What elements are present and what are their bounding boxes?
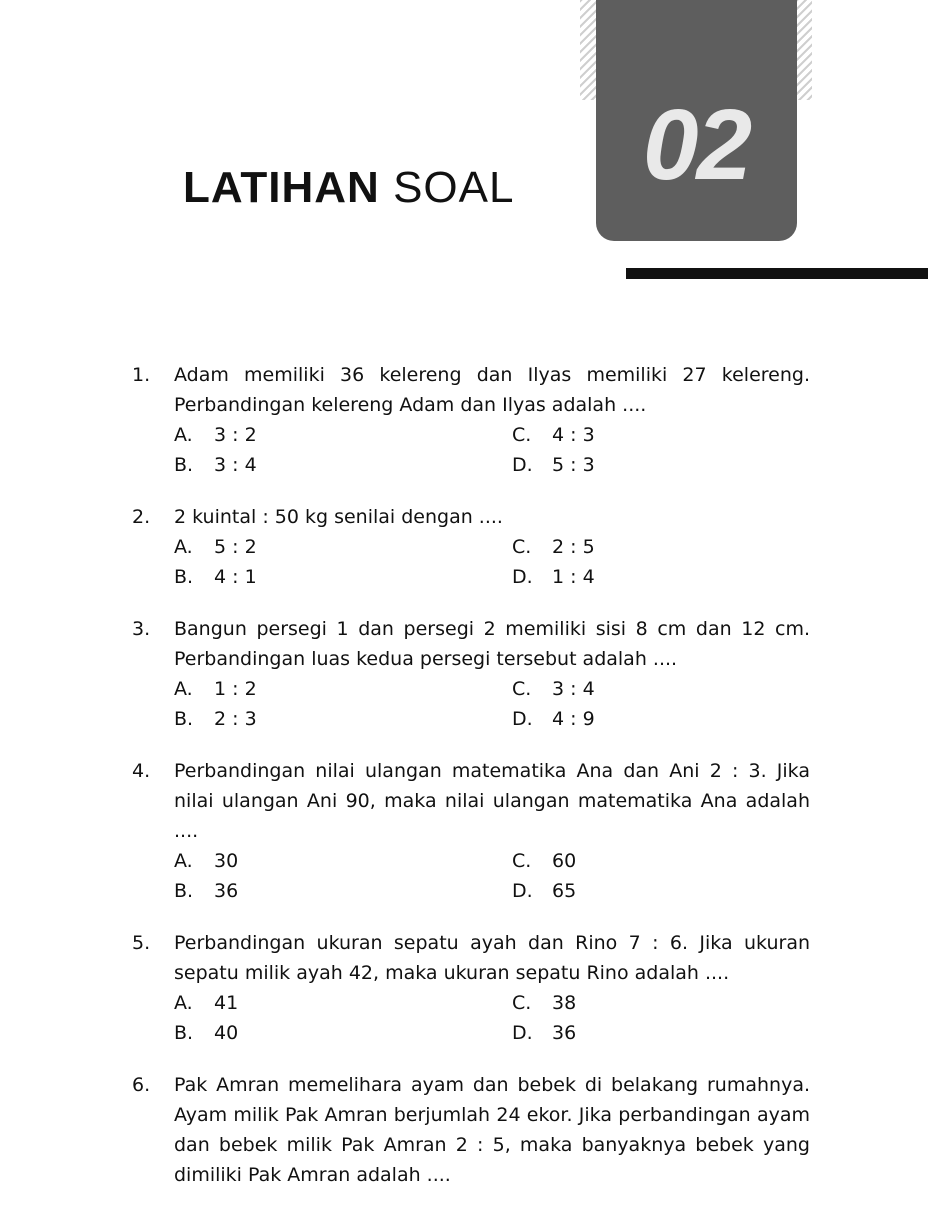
answer-option — [174, 450, 512, 480]
question-text: Perbandingan nilai ulangan matematika Ana dan Ani 2 : 3. Jika nilai ulangan Ani 90, maka nilai ulangan matematika Ana adalah .... — [174, 760, 810, 842]
option-letter: A. — [174, 424, 193, 446]
answer-option — [174, 988, 512, 1018]
question-number: 1. — [132, 364, 151, 386]
option-value: 2 : 5 — [552, 536, 595, 558]
answer-options — [174, 988, 810, 1048]
question-item-5 — [132, 928, 810, 1048]
option-letter: A. — [174, 850, 193, 872]
answer-option — [512, 562, 712, 592]
question-item-3 — [132, 614, 810, 734]
answer-option — [174, 876, 512, 906]
option-letter: D. — [512, 566, 533, 588]
option-value: 1 : 2 — [214, 678, 257, 700]
question-text: Perbandingan ukuran sepatu ayah dan Rino 7 : 6. Jika ukuran sepatu milik ayah 42, maka ukuran sepatu Rino adalah .... — [174, 932, 810, 984]
answer-option — [512, 988, 712, 1018]
option-letter: D. — [512, 454, 533, 476]
option-value: 38 — [552, 992, 577, 1014]
option-letter: A. — [174, 678, 193, 700]
decorative-stripe-right — [796, 0, 812, 100]
answer-option — [512, 420, 712, 450]
answer-option — [512, 846, 712, 876]
option-value: 1 : 4 — [552, 566, 595, 588]
page-title — [183, 163, 515, 212]
option-value: 3 : 4 — [552, 678, 595, 700]
answer-option — [512, 674, 712, 704]
question-item-6 — [132, 1070, 810, 1190]
option-letter: B. — [174, 880, 194, 902]
answer-option — [174, 674, 512, 704]
option-letter: A. — [174, 992, 193, 1014]
chapter-number: 02 — [642, 89, 751, 201]
answer-option — [174, 846, 512, 876]
option-letter: A. — [174, 536, 193, 558]
option-letter: C. — [512, 678, 532, 700]
option-letter: B. — [174, 454, 194, 476]
answer-option — [174, 562, 512, 592]
option-value: 30 — [214, 850, 239, 872]
question-text: Adam memiliki 36 kelereng dan Ilyas memiliki 27 kelereng. Perbandingan kelereng Adam dan Ilyas adalah .... — [174, 364, 810, 416]
question-text: 2 kuintal : 50 kg senilai dengan .... — [174, 506, 503, 528]
option-letter: D. — [512, 880, 533, 902]
answer-option — [512, 450, 712, 480]
option-value: 60 — [552, 850, 577, 872]
answer-options — [174, 532, 810, 592]
answer-option — [174, 532, 512, 562]
option-letter: B. — [174, 708, 194, 730]
answer-option — [174, 420, 512, 450]
option-value: 4 : 3 — [552, 424, 595, 446]
answer-options — [174, 420, 810, 480]
question-number: 3. — [132, 618, 151, 640]
question-number: 5. — [132, 932, 151, 954]
question-item-2 — [132, 502, 810, 592]
question-number: 6. — [132, 1074, 151, 1096]
page-title-light: SOAL — [393, 163, 515, 212]
option-letter: C. — [512, 850, 532, 872]
header-divider — [626, 268, 928, 279]
question-text: Pak Amran memelihara ayam dan bebek di belakang rumahnya. Ayam milik Pak Amran berjumlah 24 ekor. Jika perbandingan ayam dan bebek milik Pak Amran 2 : 5, maka banyaknya bebek yang dimiliki Pak Amran adalah .... — [174, 1074, 810, 1186]
decorative-stripe-left — [580, 0, 596, 100]
option-letter: D. — [512, 708, 533, 730]
question-text: Bangun persegi 1 dan persegi 2 memiliki sisi 8 cm dan 12 cm. Perbandingan luas kedua persegi tersebut adalah .... — [174, 618, 810, 670]
question-number: 2. — [132, 506, 151, 528]
answer-option — [512, 1018, 712, 1048]
question-number: 4. — [132, 760, 151, 782]
option-letter: B. — [174, 1022, 194, 1044]
question-item-4 — [132, 756, 810, 906]
option-value: 5 : 2 — [214, 536, 257, 558]
option-letter: C. — [512, 424, 532, 446]
option-value: 3 : 2 — [214, 424, 257, 446]
question-item-1 — [132, 360, 810, 480]
option-value: 36 — [552, 1022, 577, 1044]
option-value: 4 : 9 — [552, 708, 595, 730]
option-value: 3 : 4 — [214, 454, 257, 476]
option-letter: D. — [512, 1022, 533, 1044]
answer-option — [512, 704, 712, 734]
page-title-bold: LATIHAN — [183, 163, 380, 212]
question-list — [132, 360, 810, 1212]
option-letter: C. — [512, 992, 532, 1014]
answer-options — [174, 846, 810, 906]
answer-option — [174, 704, 512, 734]
option-value: 36 — [214, 880, 239, 902]
answer-option — [512, 876, 712, 906]
answer-options — [174, 674, 810, 734]
chapter-badge — [596, 0, 797, 241]
option-value: 65 — [552, 880, 577, 902]
option-value: 5 : 3 — [552, 454, 595, 476]
answer-option — [512, 532, 712, 562]
option-letter: B. — [174, 566, 194, 588]
option-letter: C. — [512, 536, 532, 558]
option-value: 2 : 3 — [214, 708, 257, 730]
option-value: 41 — [214, 992, 239, 1014]
option-value: 40 — [214, 1022, 239, 1044]
option-value: 4 : 1 — [214, 566, 257, 588]
answer-option — [174, 1018, 512, 1048]
